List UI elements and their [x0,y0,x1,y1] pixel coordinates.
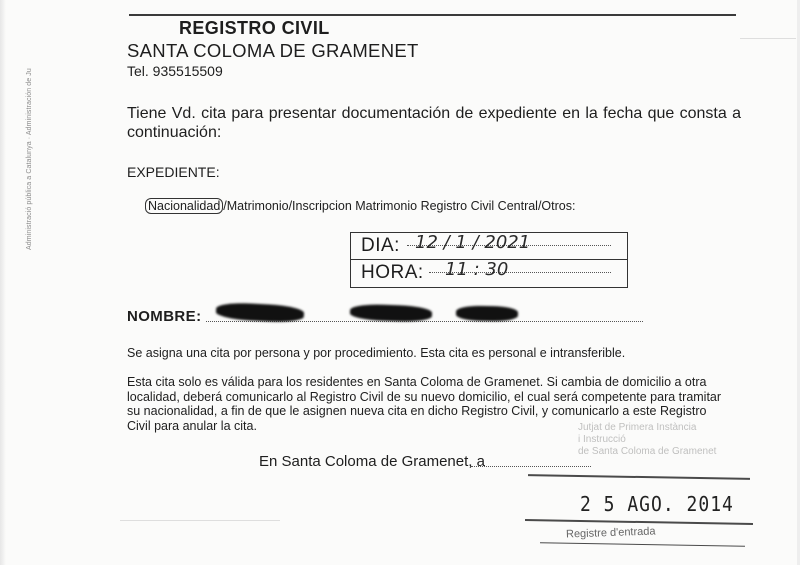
expediente-label: EXPEDIENTE: [127,164,220,180]
hora-label: HORA: [361,262,424,283]
stamp-rule [525,519,753,525]
expediente-options: /Matrimonio/Inscripcion Matrimonio Registro Civil Central/Otros: [223,199,576,213]
stamp-rule [540,542,745,547]
expediente-selected: Nacionalidad [145,198,223,214]
appointment-time-row [351,260,627,286]
stamp-date: 2 5 AGO. 2014 [580,492,734,517]
page-edge [0,0,6,565]
redaction-mark [350,304,433,323]
scan-artifact [740,38,796,39]
intro-paragraph: Tiene Vd. cita para presentar documentación de expediente en la fecha que consta a continuación: [127,105,741,141]
court-stamp [560,420,770,480]
side-margin-note: Administració pública a Catalunya · Administración de Ju [26,68,33,250]
dia-label: DIA: [361,235,400,256]
stamp-line-3: de Santa Coloma de Gramenet [578,446,717,457]
closing-line: En Santa Coloma de Gramenet, a [259,453,485,470]
nombre-label: NOMBRE: [127,308,202,325]
appointment-date-row [351,233,627,260]
hora-handwritten: 11 : 30 [445,259,509,280]
notice-paragraph-1: Se asigna una cita por persona y por procedimiento. Esta cita es personal e intransferible. [127,346,626,360]
expediente-types [148,199,575,213]
document-subtitle: SANTA COLOMA DE GRAMENET [127,40,419,61]
document-title: REGISTRO CIVIL [179,18,330,38]
header-rule [129,14,736,16]
appointment-box [350,232,628,288]
phone-number: Tel. 935515509 [127,63,223,79]
notice-paragraph-2: Esta cita solo es válida para los residentes en Santa Coloma de Gramenet. Si cambia de domicilio a otra localidad, deberá comunicarlo al Registro Civil de su nuevo domicilio, el cual será competente para tramitar su nacionalidad, a fin de que le asignen nueva cita en dicho Registro Civil, y comunicarlo a este Registro Civil para anular la cita. [127,375,722,433]
scan-artifact [120,520,280,521]
registry-entry-label: Registre d'entrada [565,525,656,541]
redaction-mark [456,305,518,321]
dia-handwritten: 12 / 1 / 2021 [415,232,531,253]
stamp-line-1: Jutjat de Primera Instància [578,422,697,433]
stamp-line-2: i Instrucció [578,434,626,445]
